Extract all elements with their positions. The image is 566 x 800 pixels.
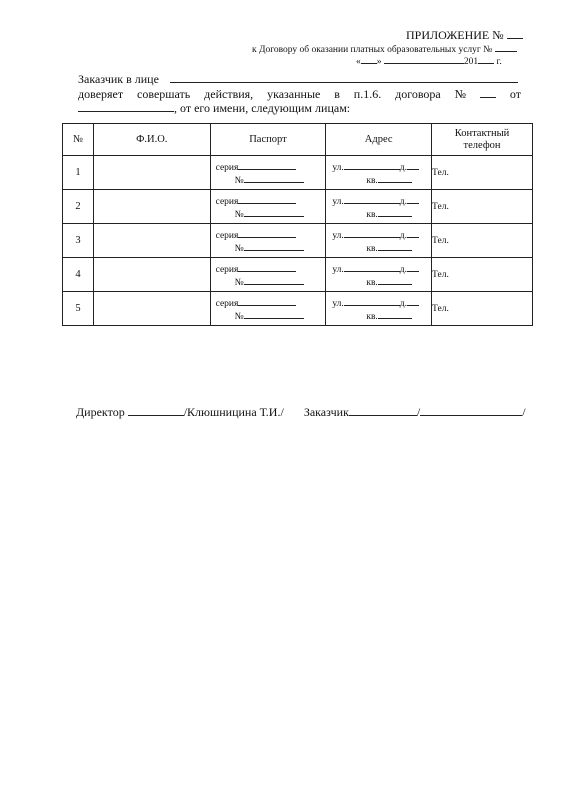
fio-cell[interactable] [93,190,210,224]
customer-signature-label: Заказчик [303,405,349,419]
phone-cell[interactable]: Тел. [432,258,533,292]
director-label: Директор [76,405,125,419]
address-cell[interactable]: ул. д. кв. [326,190,432,224]
address-cell[interactable]: ул. д. кв. [326,224,432,258]
contract-reference: к Договору об оказании платных образовательных услуг № [252,42,517,55]
address-cell[interactable]: ул. д. кв. [326,156,432,190]
table-row [63,190,533,224]
fio-cell[interactable] [93,156,210,190]
table-row [63,292,533,326]
header-num: № [63,124,94,156]
table-row [63,224,533,258]
fio-cell[interactable] [93,292,210,326]
table-row [63,156,533,190]
phone-cell[interactable]: Тел. [432,224,533,258]
fio-cell[interactable] [93,258,210,292]
persons-line: , от его имени, следующим лицам: [78,101,350,116]
row-number: 4 [63,258,94,292]
phone-cell[interactable]: Тел. [432,156,533,190]
passport-cell[interactable]: серия № [210,156,326,190]
customer-line [78,72,518,87]
row-number: 3 [63,224,94,258]
address-cell[interactable]: ул. д. кв. [326,292,432,326]
appendix-title: ПРИЛОЖЕНИЕ № [406,28,523,43]
authorized-persons-table [62,123,533,326]
customer-label: Заказчик в лице [78,72,159,86]
header-passport: Паспорт [210,124,326,156]
phone-cell[interactable]: Тел. [432,292,533,326]
passport-cell[interactable]: серия № [210,224,326,258]
director-name: /Клюшницина Т.И./ [183,405,284,419]
row-number: 2 [63,190,94,224]
row-number: 1 [63,156,94,190]
authorization-line: доверяет совершать действия, указанные в п.1.6. договора № от [78,87,521,101]
passport-cell[interactable]: серия № [210,258,326,292]
phone-cell[interactable]: Тел. [432,190,533,224]
passport-cell[interactable]: серия № [210,292,326,326]
signature-line: Директор /Клюшницина Т.И./ Заказчик / / [76,405,526,419]
row-number: 5 [63,292,94,326]
contract-date: « » 201 г. [356,54,502,67]
header-fio: Ф.И.О. [93,124,210,156]
passport-cell[interactable]: серия № [210,190,326,224]
header-address: Адрес [326,124,432,156]
address-cell[interactable]: ул. д. кв. [326,258,432,292]
fio-cell[interactable] [93,224,210,258]
table-row [63,258,533,292]
header-phone: Контактный телефон [432,124,533,156]
table-header-row [63,124,533,156]
